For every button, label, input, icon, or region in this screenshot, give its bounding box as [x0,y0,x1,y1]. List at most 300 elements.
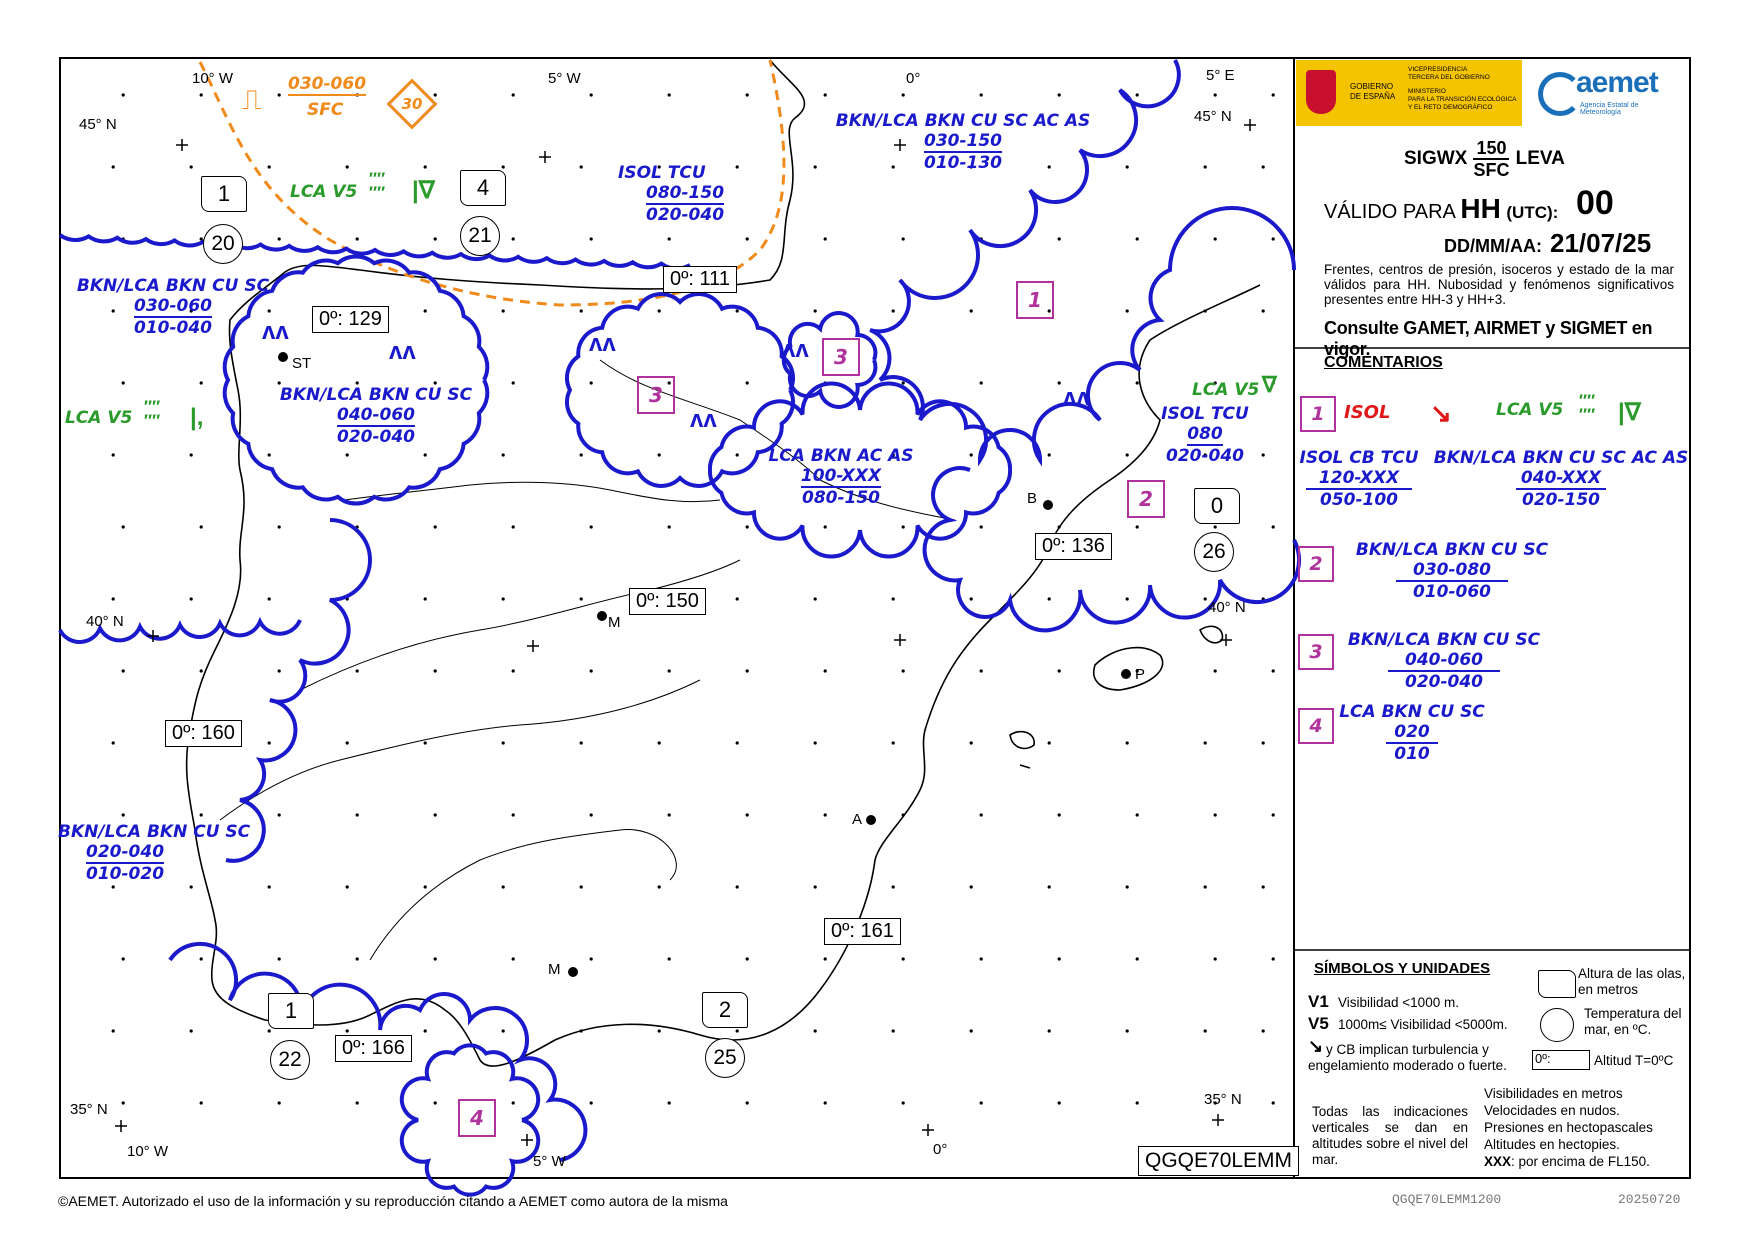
area-marker: 3 [637,376,675,414]
grid-dot [1204,165,1207,168]
grid-dot [1136,381,1139,384]
vice-line1: VICEPRESIDENCIA [1408,66,1468,73]
lon-label: 10° W [127,1143,169,1160]
turbulence-bottom: SFC [307,100,344,120]
grid-dot [278,525,281,528]
grid-dot [190,453,193,456]
grid-dot [746,813,749,816]
v1-text: Visibilidad <1000 m. [1338,995,1459,1010]
city-label: A [852,811,863,828]
grid-dot [824,1101,827,1104]
grid-dot [824,669,827,672]
grid-dot [746,93,749,96]
mountain-obscuration-icon: ʌʌ [690,406,717,433]
grid-dot [1126,309,1129,312]
grid-dot [268,885,271,888]
grid-dot [512,957,515,960]
grid-dot [1136,813,1139,816]
grid-dot [346,453,349,456]
fog-mist-icon: ″″ ″″ [368,169,385,202]
sea-temp-circle: 20 [203,224,243,264]
grid-dot [502,597,505,600]
grid-dot [1126,885,1129,888]
grid-dot [278,957,281,960]
cb-turbulence-icon: ↘ [1308,1036,1324,1056]
grid-dot [814,597,817,600]
gov-line2: DE ESPAÑA [1350,92,1396,101]
lat-label: 40° N [86,613,124,630]
grid-dot [122,1101,125,1104]
grid-dot [590,1101,593,1104]
city-label: M [608,614,621,631]
mountain-obscuration-icon: ʌʌ [782,336,809,363]
grid-dot [1204,597,1207,600]
grid-dot [980,669,983,672]
graticule-cross [527,640,539,652]
grid-dot [902,525,905,528]
visibility-label: LCA V5 [65,408,133,428]
grid-dot [1048,1029,1051,1032]
grid-dot [746,1101,749,1104]
grid-dot [668,669,671,672]
sea-temp-circle: 25 [705,1038,745,1078]
grid-dot [268,1029,271,1032]
zero-text: Altitud T=0ºC [1594,1053,1674,1068]
turbulence-icon: ⎍ [242,84,262,115]
grid-dot [1214,957,1217,960]
grid-dot [892,885,895,888]
grid-dot [658,741,661,744]
comment-1b-top: 040-XXX [1516,468,1606,490]
valid-row [1324,193,1558,225]
grid-dot [668,1101,671,1104]
cloud-label-bot: 010-020 [86,864,165,884]
grid-dot [980,813,983,816]
grid-dot [434,237,437,240]
grid-dot [892,309,895,312]
mountain-obscuration-icon: ʌʌ [589,330,616,357]
grid-dot [1214,813,1217,816]
grid-dot [980,525,983,528]
grid-dot [424,885,427,888]
area-marker: 2 [1127,480,1165,518]
wave-height-flag: 0 [1194,488,1240,524]
v5-text: 1000m≤ Visibilidad <5000m. [1338,1017,1508,1032]
grid-dot [200,525,203,528]
cloud-label-top: 080-150 [646,183,725,203]
lon-label: 5° W [533,1153,566,1170]
graticule-cross [1212,1114,1224,1126]
grid-dot [1048,741,1051,744]
valid-utc: (UTC): [1506,203,1559,222]
grid-dot [268,165,271,168]
lon-label: 0° [933,1141,948,1158]
grid-dot [736,165,739,168]
grid-dot [424,309,427,312]
grid-dot [434,957,437,960]
grid-dot [1204,1029,1207,1032]
grid-dot [1048,453,1051,456]
lon-label: 5° W [548,70,581,87]
fog-mist-icon: ″″ ″″ [143,397,160,430]
grid-dot [200,813,203,816]
city-dot [866,815,876,825]
mountain-obscuration-icon: ʌʌ [389,338,416,365]
cloud-label [618,163,724,225]
date-label: DD/MM/AA: [1444,236,1542,256]
cloud-label-bot: 020-040 [336,427,416,447]
grid-dot [502,309,505,312]
turbulence-fl: 30 [401,95,423,113]
cloud-label [276,385,476,447]
graticule-cross [922,1124,934,1136]
grid-dot [1058,381,1061,384]
freezing-level-box: 0º: 111 [663,266,737,293]
grid-dot [736,309,739,312]
grid-dot [736,1029,739,1032]
city-label: B [1027,490,1038,507]
grid-dot [736,885,739,888]
grid-dot [658,309,661,312]
lon-label: 10° W [192,70,234,87]
grid-dot [356,813,359,816]
wave-height-flag: 1 [201,176,247,212]
grid-dot [1126,597,1129,600]
grid-dot [590,669,593,672]
ministry-line2: PARA LA TRANSICIÓN ECOLÓGICA [1408,96,1517,103]
grid-dot [970,885,973,888]
grid-dot [1272,957,1275,960]
grid-dot [658,453,661,456]
aemet-name: aemet [1576,66,1658,99]
grid-dot [190,1029,193,1032]
cloud-label-top: 040-060 [336,405,416,425]
cloud-label-text: ISOL TCU [1161,404,1249,424]
units-vis: Visibilidades en metros [1484,1086,1623,1101]
grid-dot [512,1101,515,1104]
grid-dot [824,957,827,960]
grid-dot [658,1029,661,1032]
grid-dot [1058,669,1061,672]
v5-code: V5 [1308,1014,1329,1033]
grid-dot [1272,813,1275,816]
grid-dot [970,597,973,600]
comment-1a [1296,448,1422,510]
freezing-level-box: 0º: 150 [629,588,706,615]
grid-dot [814,1029,817,1032]
grid-dot [434,813,437,816]
grid-dot [902,237,905,240]
units-wind: Velocidades en nudos. [1484,1103,1620,1118]
city-label: M [548,961,561,978]
grid-dot [746,669,749,672]
coat-of-arms-icon [1306,70,1336,114]
title-post: LEVA [1515,148,1565,169]
cloud-label-text: BKN/LCA BKN CU SC [279,385,473,405]
grid-dot [268,453,271,456]
copyright-notice: ©AEMET. Autorizado el uso de la información y su reproducción citando a AEMET como autora de la misma [58,1193,728,1209]
grid-dot [1058,93,1061,96]
graticule-cross [176,139,188,151]
grid-dot [1262,741,1265,744]
grid-dot [1214,237,1217,240]
grid-dot [580,597,583,600]
grid-dot [1136,93,1139,96]
cloud-label-text: BKN/LCA BKN CU SC [58,822,251,842]
comment-marker: 2 [1298,546,1334,582]
grid-dot [980,93,983,96]
comment-3-bot: 020-040 [1404,672,1484,692]
graticule-cross [521,1134,533,1146]
lat-label: 40° N [1208,599,1246,616]
wave-label: Altura de las olas, en metros [1578,966,1686,997]
title-fraction [1473,138,1509,180]
grid-dot [1058,957,1061,960]
grid-dot [814,309,817,312]
grid-dot [122,669,125,672]
grid-dot [1136,525,1139,528]
grid-dot [424,165,427,168]
comment-2-top: 030-080 [1396,560,1508,582]
area-marker: 3 [822,338,860,376]
cloud-label-bot: 020-040 [1165,446,1245,466]
grid-dot [200,957,203,960]
mountain-obscuration-icon: ʌʌ [262,318,289,345]
comment-marker: 3 [1298,634,1334,670]
grid-dot [356,1101,359,1104]
cloud-label-top: 030-150 [923,131,1003,151]
grid-dot [1262,453,1265,456]
comment-3 [1344,630,1544,692]
area-marker: 1 [1016,281,1054,319]
vertical-note: Todas las indicaciones verticales se dan en altitudes sobre el nivel del mar. [1312,1104,1468,1167]
grid-dot [512,237,515,240]
title-den: SFC [1473,160,1510,180]
title-num: 150 [1473,138,1509,160]
freezing-level-box: 0º: 129 [312,306,389,333]
grid-dot [346,165,349,168]
grid-dot [200,93,203,96]
grid-dot [512,669,515,672]
drizzle-icon: |, [190,404,204,431]
cloud-label-text: BKN/LCA BKN CU SC AC AS [835,111,1091,131]
grid-dot [268,741,271,744]
city-label: ST [292,355,312,372]
grid-dot [502,453,505,456]
grid-dot [122,813,125,816]
footer-date: 20250720 [1618,1192,1681,1207]
grid-dot [1214,669,1217,672]
grid-dot [346,1029,349,1032]
comment-1b-text: BKN/LCA BKN CU SC AC AS [1433,448,1689,468]
grid-dot [980,957,983,960]
temp-circle-icon [1540,1008,1574,1042]
grid-dot [512,813,515,816]
cloud-label-text: BKN/LCA BKN CU SC [76,276,270,296]
grid-dot [746,237,749,240]
grid-dot [902,93,905,96]
wave-height-flag: 2 [702,992,748,1028]
grid-dot [1262,1029,1265,1032]
grid-dot [746,525,749,528]
grid-dot [112,741,115,744]
cloud-label [766,446,916,508]
bulletin-code: QGQE70LEMM [1138,1146,1299,1176]
grid-dot [424,453,427,456]
info-panel [1294,58,1690,1178]
lon-label: 5° E [1206,67,1235,84]
grid-dot [1214,525,1217,528]
isol-label: ISOL [1344,402,1391,423]
grid-dot [1272,669,1275,672]
comment-4 [1332,702,1492,764]
grid-dot [736,453,739,456]
freezing-level-box: 0º: 161 [824,918,901,945]
grid-dot [502,1029,505,1032]
comment-3-text: BKN/LCA BKN CU SC [1347,630,1541,650]
grid-dot [424,597,427,600]
consult-note: Consulte GAMET, AIRMET y SIGMET en vigor. [1324,318,1653,359]
grid-dot [200,669,203,672]
grid-dot [1136,957,1139,960]
grid-dot [902,957,905,960]
cloud-label-bot: 080-150 [801,488,881,508]
grid-dot [278,1101,281,1104]
cloud-boundary [226,520,370,861]
wave-height-flag: 1 [268,993,314,1029]
grid-dot [356,237,359,240]
grid-dot [902,669,905,672]
grid-dot [668,813,671,816]
grid-dot [512,381,515,384]
cloud-label-top: 030-060 [133,296,213,316]
grid-dot [892,1029,895,1032]
cloud-label-top: 080 [1187,424,1223,444]
comment-2-text: BKN/LCA BKN CU SC [1355,540,1549,560]
grid-dot [668,237,671,240]
grid-dot [1272,93,1275,96]
grid-dot [434,669,437,672]
comment-1a-bot: 050-100 [1319,490,1399,510]
grid-dot [356,669,359,672]
grid-dot [1272,237,1275,240]
grid-dot [424,1029,427,1032]
cloud-label-bot: 010-130 [923,153,1003,173]
grid-dot [892,741,895,744]
city-dot [597,611,607,621]
valid-value: 00 [1576,184,1614,222]
grid-dot [590,957,593,960]
units-alt: Altitudes en hectopies. [1484,1137,1620,1152]
cloud-label-bot: 010-040 [133,318,213,338]
shower-icon: |∇ [1618,399,1641,426]
comment-3-top: 040-060 [1388,650,1500,672]
grid-dot [112,165,115,168]
grid-dot [122,93,125,96]
grid-dot [1272,1101,1275,1104]
cloud-label [1157,404,1253,466]
grid-dot [590,525,593,528]
grid-dot [356,957,359,960]
sea-temp-circle: 22 [270,1040,310,1080]
grid-dot [668,957,671,960]
grid-dot [1126,741,1129,744]
shower-icon: ∇ [1262,372,1277,397]
city-dot [1121,669,1131,679]
sea-temp-circle: 21 [460,216,500,256]
grid-dot [200,1101,203,1104]
lat-label: 45° N [1194,108,1232,125]
lat-label: 35° N [1204,1091,1242,1108]
grid-dot [746,381,749,384]
government-logo [1296,60,1522,126]
comment-1a-top: 120-XXX [1306,468,1412,490]
grid-dot [580,453,583,456]
grid-dot [1126,165,1129,168]
comment-2 [1352,540,1552,602]
grid-dot [190,165,193,168]
grid-dot [512,93,515,96]
grid-dot [814,741,817,744]
grid-dot [746,957,749,960]
grid-dot [580,741,583,744]
comment-4-bot: 010 [1394,744,1430,764]
comment-1a-text: ISOL CB TCU [1299,448,1419,468]
grid-dot [112,453,115,456]
grid-dot [200,381,203,384]
cb-turbulence-icon: ↘ [1430,398,1452,428]
grid-dot [736,597,739,600]
grid-dot [1058,1101,1061,1104]
grid-dot [278,237,281,240]
grid-dot [668,525,671,528]
grid-dot [278,813,281,816]
date-row [1444,228,1651,259]
wave-height-flag: 4 [460,170,506,206]
grid-dot [824,237,827,240]
grid-dot [1058,237,1061,240]
grid-dot [970,309,973,312]
grid-dot [502,741,505,744]
grid-dot [1262,885,1265,888]
graticule-cross [115,1120,127,1132]
comment-2-bot: 010-060 [1412,582,1492,602]
grid-dot [346,741,349,744]
grid-dot [892,597,895,600]
grid-dot [434,1101,437,1104]
grid-dot [346,885,349,888]
grid-dot [814,165,817,168]
valid-label: VÁLIDO PARA [1324,201,1455,223]
grid-dot [502,885,505,888]
chart-title [1404,138,1565,180]
comments-title: COMENTARIOS [1324,354,1443,371]
cloud-label-bot: 020-040 [646,205,725,225]
units-xxx-text: : por encima de FL150. [1511,1154,1650,1169]
freezing-level-box: 0º: 136 [1035,533,1112,560]
area-marker: 4 [458,1099,496,1137]
cb-text: y CB implican turbulencia y engelamiento moderado o fuerte. [1308,1042,1507,1073]
grid-dot [1126,453,1129,456]
ministry-line1: MINISTERIO [1408,88,1446,95]
grid-dot [122,381,125,384]
visibility-label: LCA V5 [290,182,358,202]
grid-dot [1126,1029,1129,1032]
comment-1b-bot: 020-150 [1521,490,1601,510]
lon-label: 0° [906,70,921,87]
graticule-cross [1244,119,1256,131]
cloud-label-top: 020-040 [86,842,165,862]
